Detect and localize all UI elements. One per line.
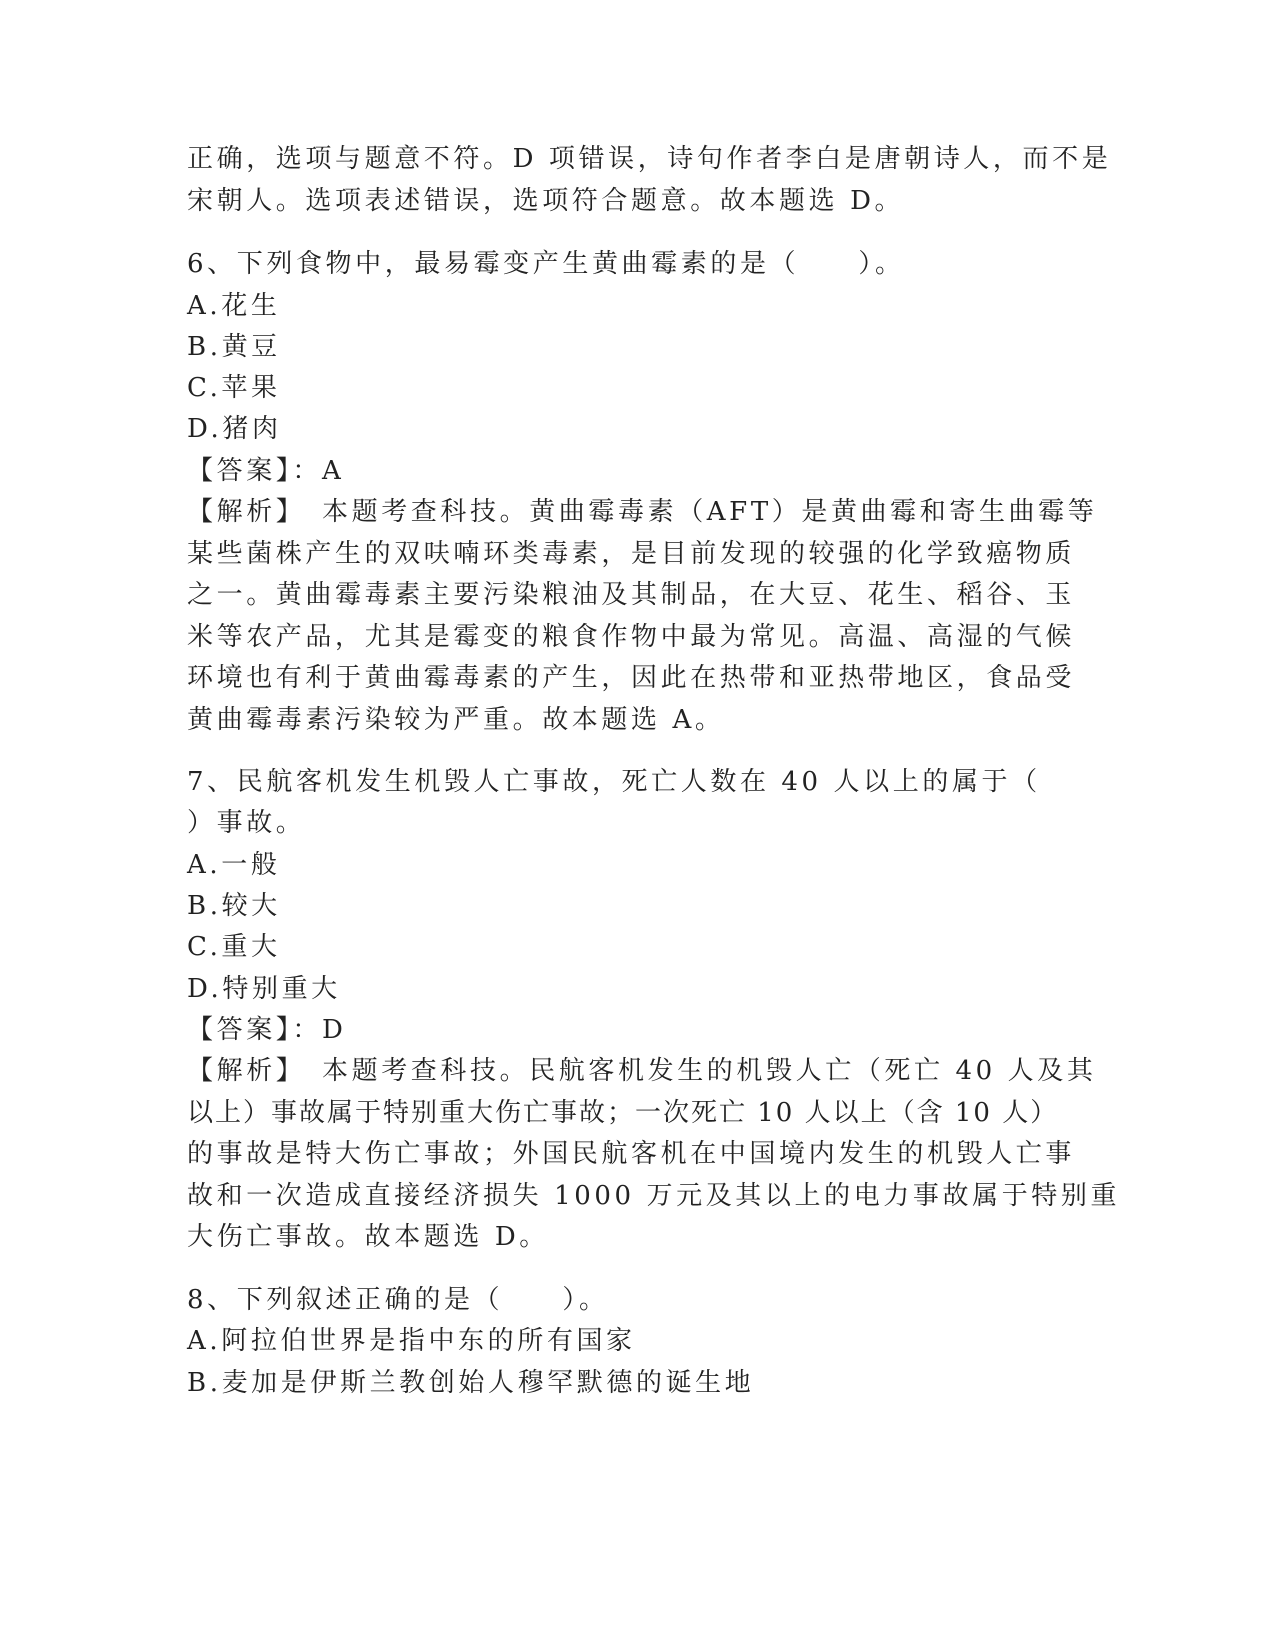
option-d: D.猪肉 [187,414,282,444]
analysis-line: 环境也有利于黄曲霉毒素的产生，因此在热带和亚热带地区，食品受 [187,663,1076,693]
analysis-line: 某些菌株产生的双呋喃环类毒素，是目前发现的较强的化学致癌物质 [187,539,1076,569]
option-a: A.阿拉伯世界是指中东的所有国家 [187,1326,636,1356]
analysis-line: 黄曲霉毒素污染较为严重。故本题选 A。 [187,705,725,735]
analysis-line: 的事故是特大伤亡事故；外国民航客机在中国境内发生的机毁人亡事 [187,1139,1076,1169]
option-b: B.较大 [187,891,281,921]
option-b: B.黄豆 [187,332,281,362]
option-a: A.花生 [187,291,281,321]
analysis-line: 以上）事故属于特别重大伤亡事故；一次死亡 10 人以上（含 10 人） [187,1098,1059,1128]
question-stem: ）事故。 [187,808,306,838]
analysis-line: 【解析】 本题考查科技。民航客机发生的机毁人亡（死亡 40 人及其 [187,1056,1097,1086]
option-d: D.特别重大 [187,974,341,1004]
analysis-line: 之一。黄曲霉毒素主要污染粮油及其制品，在大豆、花生、稻谷、玉 [187,580,1076,610]
answer-line: 【答案】：D [187,1015,347,1045]
analysis-line: 米等农产品，尤其是霉变的粮食作物中最为常见。高温、高湿的气候 [187,622,1076,652]
analysis-line: 故和一次造成直接经济损失 1000 万元及其以上的电力事故属于特别重 [187,1181,1121,1211]
option-b: B.麦加是伊斯兰教创始人穆罕默德的诞生地 [187,1368,755,1398]
option-c: C.重大 [187,932,281,962]
question-stem: 7、民航客机发生机毁人亡事故，死亡人数在 40 人以上的属于（ [187,767,1041,797]
analysis-line: 【解析】 本题考查科技。黄曲霉毒素（AFT）是黄曲霉和寄生曲霉等 [187,497,1098,527]
answer-line: 【答案】：A [187,456,345,486]
analysis-line: 大伤亡事故。故本题选 D。 [187,1222,549,1252]
question-stem: 8、下列叙述正确的是（ ）。 [187,1285,609,1315]
paragraph-line: 宋朝人。选项表述错误，选项符合题意。故本题选 D。 [187,186,905,216]
option-c: C.苹果 [187,373,281,403]
option-a: A.一般 [187,850,281,880]
question-stem: 6、下列食物中，最易霉变产生黄曲霉素的是（ ）。 [187,249,905,279]
paragraph-line: 正确，选项与题意不符。D 项错误，诗句作者李白是唐朝诗人，而不是 [187,144,1112,174]
